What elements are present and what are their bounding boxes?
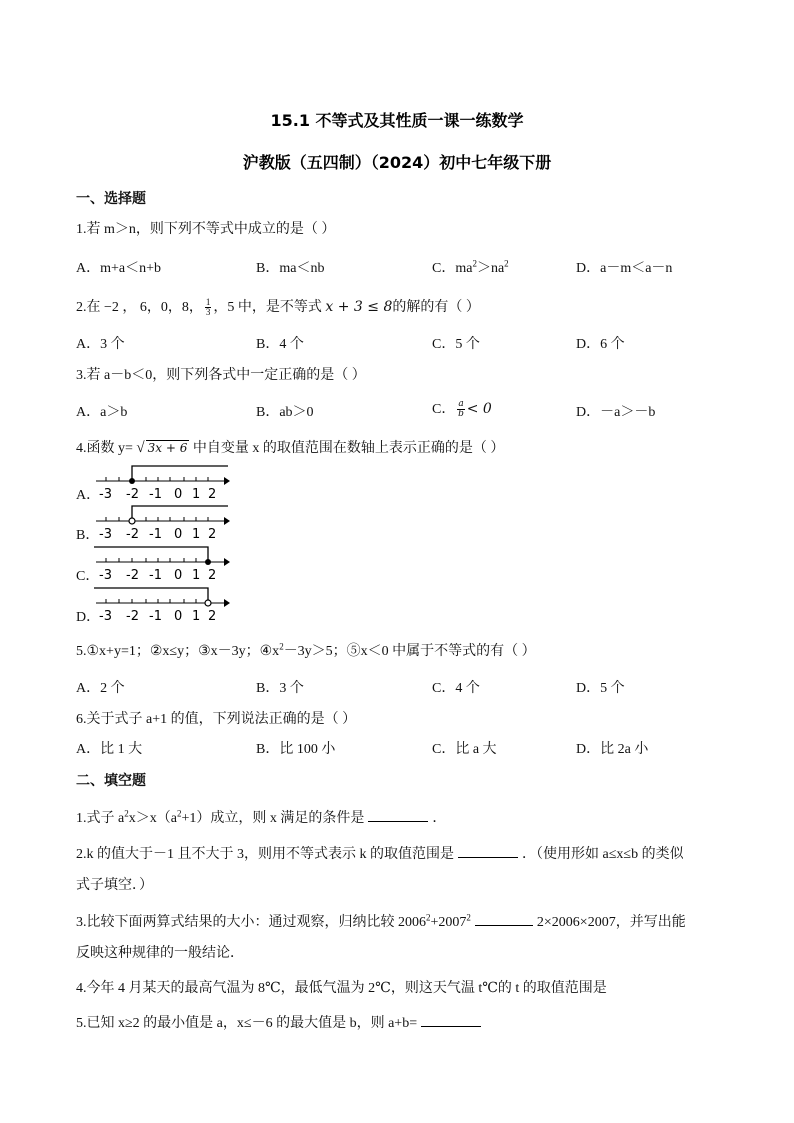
q6-option-a: A．比 1 大 [76,742,143,757]
q2-option-c: C．5 个 [432,337,480,352]
svg-text:-2: -2 [126,568,139,582]
svg-text:1: 1 [192,568,201,582]
section-heading-choice: 一、选择题 [76,191,146,207]
answer-blank[interactable] [475,913,533,926]
q3-option-c: C． $\frac{a}{b}$ < 0 [432,399,492,420]
svg-text:2: 2 [208,609,217,623]
fill-in-5: 5.已知 x≥2 的最小值是 a，x≤－6 的最大值是 b，则 a+b= [76,1012,485,1032]
svg-text:0: 0 [174,609,183,623]
svg-text:-3: -3 [99,609,112,623]
svg-text:1: 1 [192,609,201,623]
question-4-stem: 4.函数 y= √ 3x + 6 中自变量 x 的取值范围在数轴上表示正确的是（ ） [76,440,505,456]
section-heading-fill-in: 二、填空题 [76,773,146,789]
number-line-option-b [92,503,232,541]
svg-text:-2: -2 [126,609,139,623]
fraction-one-third: $\frac{1}{3}$ [205,297,211,318]
svg-text:-2: -2 [126,527,139,541]
q5-option-b: B．3 个 [256,681,304,696]
radicand: 3x + 6 [147,441,188,455]
fill-in-3-line2: 反映这种规律的一般结论． [76,946,244,961]
document-title-line2: 沪教版（五四制）（2024）初中七年级下册 [242,153,552,172]
q6-option-c: C．比 a 大 [432,742,497,757]
svg-text:-1: -1 [149,609,162,623]
fill-in-4: 4.今年 4 月某天的最高气温为 8℃，最低气温为 2℃，则这天气温 t℃的 t 的取值范围是 [76,981,607,996]
svg-text:0: 0 [174,527,183,541]
svg-text:2: 2 [208,527,217,541]
question-5-stem: 5.①x+y=1；②x≤y；③x－3y；$④x^2-3y>5$；⑤x＜0 中属于不等式的有（ ） [76,641,536,659]
open-endpoint [129,518,135,524]
q1-option-d: D．a－m＜a－n [576,261,673,276]
closed-endpoint [129,478,135,484]
svg-text:-1: -1 [149,527,162,541]
open-endpoint [205,600,211,606]
q1-option-b: B．ma＜nb [256,261,325,276]
q4-option-c-label: C． [76,569,100,584]
q4-option-a-label: A． [76,488,101,503]
tick-label-1: 1 [192,487,201,501]
number-line-option-a [92,463,232,501]
q2-option-b: B．4 个 [256,337,304,352]
tick-marks [106,477,208,481]
svg-text:2: 2 [208,568,217,582]
fill-in-1: 1.式子 $a^2x>x(a^2+1)$成立，则 x 满足的条件是 ． [76,808,447,826]
number-line-option-d [92,585,232,623]
answer-blank[interactable] [368,809,428,822]
tick-label-2: 2 [208,487,217,501]
tick-label-neg1: -1 [149,487,162,501]
q3-option-a: A．a＞b [76,405,128,420]
svg-text:-3: -3 [99,527,112,541]
question-1-stem: 1.若 m＞n，则下列不等式中成立的是（ ） [76,222,336,237]
closed-endpoint [205,559,211,565]
q5-option-a: A．2 个 [76,681,125,696]
q2-option-a: A．3 个 [76,337,125,352]
q1-option-a: A．m+a＜n+b [76,261,162,276]
q4-option-b-label: B． [76,528,100,543]
answer-blank[interactable] [458,845,518,858]
document-title-line1: 15.1 不等式及其性质一课一练数学 [270,111,524,130]
q5-option-c: C．4 个 [432,681,480,696]
q6-option-d: D．比 2a 小 [576,742,649,757]
answer-blank[interactable] [421,1014,481,1027]
number-line-option-c [92,544,232,582]
q5-option-d: D．5 个 [576,681,625,696]
tick-label-0: 0 [174,487,183,501]
question-6-stem: 6.关于式子 a+1 的值，下列说法正确的是（ ） [76,712,357,727]
svg-text:-3: -3 [99,568,112,582]
q4-option-d-label: D． [76,610,101,625]
fill-in-3-line1: 3.比较下面两算式结果的大小：通过观察，归纳比较 $2006^2+2007^2$ 2×2006×2007，并写出能 [76,912,686,930]
question-2-stem: 2.在 −2 ， 6，0，8， $\frac{1}{3}$ ，5 中，是不等式 x + 3 ≤ 8的解的有（ ） [76,297,480,318]
q6-option-b: B．比 100 小 [256,742,336,757]
fill-in-2-line2: 式子填空．） [76,878,153,893]
svg-text:-1: -1 [149,568,162,582]
question-3-stem: 3.若 a－b＜0，则下列各式中一定正确的是（ ） [76,368,366,383]
tick-label-neg3: -3 [99,487,112,501]
tick-label-neg2: -2 [126,487,139,501]
q3-option-b: B．ab＞0 [256,405,314,420]
svg-text:0: 0 [174,568,183,582]
q2-option-d: D．6 个 [576,337,625,352]
fill-in-2-line1: 2.k 的值大于－1 且不大于 3，则用不等式表示 k 的取值范围是 ．（使用形如 a≤x≤b 的类似 [76,847,684,862]
svg-text:1: 1 [192,527,201,541]
axis-arrow [224,477,230,485]
q3-option-d: D．－a＞－b [576,405,656,420]
q1-option-c: C．$ma^2>na^2$ [432,258,509,276]
